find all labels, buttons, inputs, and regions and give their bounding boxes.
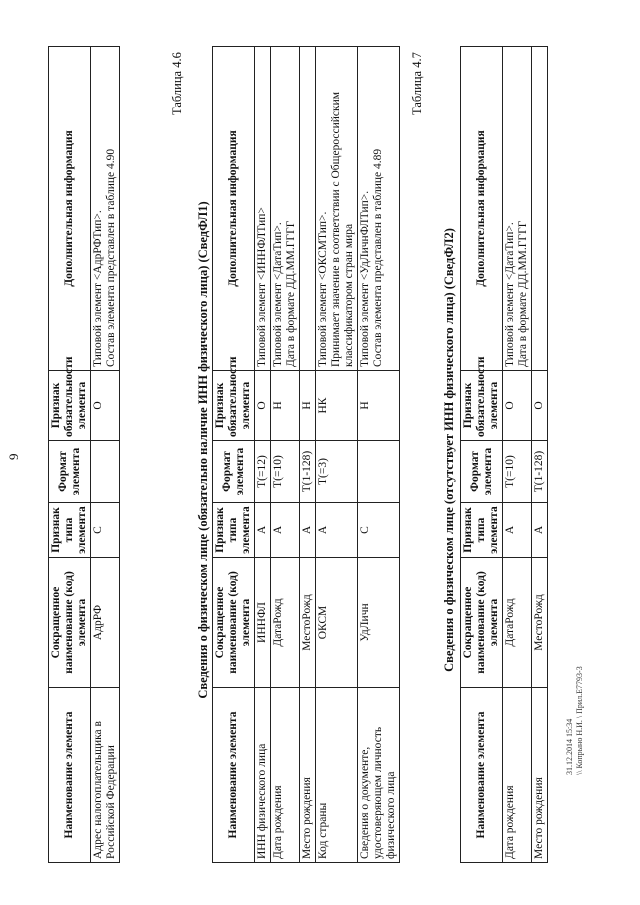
column-header: Формат элемента <box>49 441 91 503</box>
table-3-title: Сведения о физическом лице (отсутствует ИНН физического лица) (СведФЛ2) <box>442 228 456 672</box>
table-cell: О <box>503 371 532 441</box>
table-row <box>358 47 400 863</box>
table-cell: НК <box>316 371 358 441</box>
table-2 <box>212 46 400 863</box>
column-header: Формат элемента <box>461 441 503 503</box>
table-3 <box>460 46 548 863</box>
print-stamp-line-1: 31.12.2014 15:34 <box>565 718 574 775</box>
table-row <box>316 47 358 863</box>
column-header: Формат элемента <box>213 441 255 503</box>
table-cell: Типовой элемент <УдЛичнФЛТип>. Состав элемента представлен в таблице 4.89 <box>358 47 400 371</box>
table-cell: УдЛичн <box>358 558 400 688</box>
table-row <box>503 47 532 863</box>
table-cell <box>91 441 120 503</box>
print-stamp-line-2: \\ Копрыно Н.И. \ Прил.Е7793-3 <box>575 666 584 775</box>
table-cell: О <box>532 371 548 441</box>
table-cell: А <box>271 503 300 558</box>
column-header: Признак обязательности элемента <box>213 371 255 441</box>
table-cell: Место рождения <box>300 688 316 863</box>
print-stamp <box>565 666 585 775</box>
table-row <box>532 47 548 863</box>
table-cell: МестоРожд <box>532 558 548 688</box>
table-cell: T(=10) <box>503 441 532 503</box>
table-cell: Типовой элемент <ДатаТип>. Дата в формате ДД.ММ.ГГГГ <box>503 47 532 371</box>
column-header: Признак типа элемента <box>213 503 255 558</box>
table-cell: T(=3) <box>316 441 358 503</box>
table-cell: ДатаРожд <box>503 558 532 688</box>
table-cell: ОКСМ <box>316 558 358 688</box>
table-cell <box>300 47 316 371</box>
column-header: Признак обязательности элемента <box>461 371 503 441</box>
table-row <box>255 47 271 863</box>
table-cell: О <box>91 371 120 441</box>
table-1-header-row <box>49 47 91 863</box>
table-cell: С <box>91 503 120 558</box>
table-cell: T(1-128) <box>532 441 548 503</box>
column-header: Наименование элемента <box>49 688 91 863</box>
table-cell: О <box>255 371 271 441</box>
table-cell: А <box>503 503 532 558</box>
table-cell: Сведения о документе, удостоверяющем личность физического лица <box>358 688 400 863</box>
table-row <box>91 47 120 863</box>
column-header: Признак типа элемента <box>49 503 91 558</box>
table-cell: МестоРожд <box>300 558 316 688</box>
table-cell: Дата рождения <box>503 688 532 863</box>
column-header: Наименование элемента <box>461 688 503 863</box>
table-row <box>300 47 316 863</box>
table-cell: T(=12) <box>255 441 271 503</box>
table-row <box>271 47 300 863</box>
column-header: Признак обязательности элемента <box>49 371 91 441</box>
table-3-header-row <box>461 47 503 863</box>
column-header: Сокращенное наименование (код) элемента <box>213 558 255 688</box>
table-cell: ИННФЛ <box>255 558 271 688</box>
table-3-label: Таблица 4.7 <box>410 52 424 115</box>
column-header: Наименование элемента <box>213 688 255 863</box>
table-cell <box>358 441 400 503</box>
column-header: Сокращенное наименование (код) элемента <box>461 558 503 688</box>
table-cell: Н <box>358 371 400 441</box>
table-cell: А <box>532 503 548 558</box>
table-cell: А <box>255 503 271 558</box>
table-2-header-row <box>213 47 255 863</box>
table-cell: С <box>358 503 400 558</box>
table-cell: ДатаРожд <box>271 558 300 688</box>
page-number: 9 <box>6 453 21 460</box>
table-1 <box>48 46 120 863</box>
table-cell: АдрРФ <box>91 558 120 688</box>
table-2-label: Таблица 4.6 <box>170 52 184 115</box>
table-cell: Место рождения <box>532 688 548 863</box>
table-cell: А <box>316 503 358 558</box>
table-1-body <box>91 47 120 863</box>
table-cell: Типовой элемент <ОКСМТип>. Принимает значение в соответствии с Общероссийским классификатором стран мира <box>316 47 358 371</box>
table-cell: Дата рождения <box>271 688 300 863</box>
table-cell: Типовой элемент <ДатаТип>. Дата в формате ДД.ММ.ГГГГ <box>271 47 300 371</box>
table-cell: Н <box>300 371 316 441</box>
table-cell: T(1-128) <box>300 441 316 503</box>
table-cell: Типовой элемент <АдрРФТип>. Состав элемента представлен в таблице 4.90 <box>91 47 120 371</box>
table-cell: А <box>300 503 316 558</box>
table-2-title: Сведения о физическом лице (обязательно наличие ИНН физического лица) (СведФЛ1) <box>196 201 210 699</box>
column-header: Сокращенное наименование (код) элемента <box>49 558 91 688</box>
column-header: Дополнительная информация <box>213 47 255 371</box>
table-cell: Код страны <box>316 688 358 863</box>
table-cell <box>532 47 548 371</box>
table-cell: Н <box>271 371 300 441</box>
table-cell: ИНН физического лица <box>255 688 271 863</box>
table-3-body <box>503 47 548 863</box>
table-2-body <box>255 47 400 863</box>
table-cell: Типовой элемент <ИННФЛТип> <box>255 47 271 371</box>
column-header: Дополнительная информация <box>461 47 503 371</box>
table-cell: T(=10) <box>271 441 300 503</box>
column-header: Дополнительная информация <box>49 47 91 371</box>
table-cell: Адрес налогоплательщика в Российской Федерации <box>91 688 120 863</box>
column-header: Признак типа элемента <box>461 503 503 558</box>
